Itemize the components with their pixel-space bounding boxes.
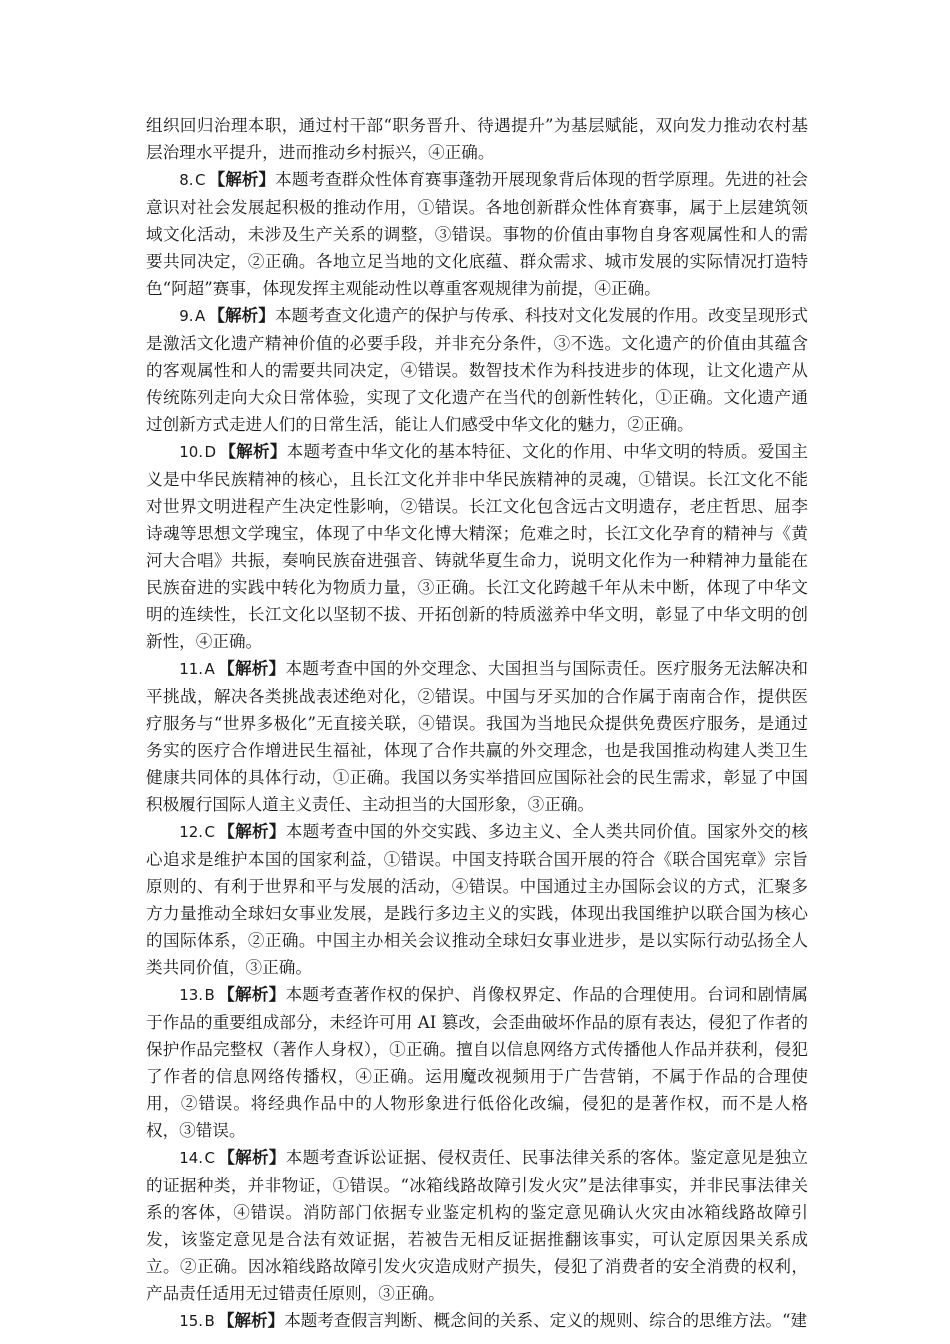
answer-letter: B [204,1312,215,1330]
continuation-text: 组织回归治理本职，通过村干部“职务晋升、待遇提升”为基层赋能，双向发力推动农村基层治理水平提升，进而推动乡村振兴，④正确。 [146,116,808,162]
analysis-tag: 【解析】 [217,984,286,1004]
explanation-item-9 [146,302,808,438]
analysis-tag: 【解析】 [218,1147,286,1167]
analysis-tag: 【解析】 [218,821,286,841]
explanation-text: 本题考查中华文化的基本特征、文化的作用、中华文明的特质。爱国主义是中华民族精神的核心，且长江文化并非中华民族精神的灵魂，①错误。长江文化不能对世界文明进程产生决定性影响，②错误。长江文化包含远古文明遗存，老庄哲思、屈李诗魂等思想文学瑰宝，体现了中华文化博大精深；危难之时，长江文化孕育的精神与《黄河大合唱》共振，奏响民族奋进强音、铸就华夏生命力，说明文化作为一种精神力量能在民族奋进的实践中转化为物质力量，③正确。长江文化跨越千年从未中断，体现了中华文明的连续性，长江文化以坚韧不拔、开拓创新的特质滋养中华文明，彰显了中华文明的创新性，④正确。 [146,442,809,651]
explanation-item-10 [146,438,808,655]
question-number: 8. [179,171,194,189]
analysis-tag: 【解析】 [208,305,275,325]
explanation-item-12 [146,818,808,981]
answer-letter: C [204,823,216,841]
answer-explanations [146,112,808,1335]
analysis-tag: 【解析】 [208,169,276,189]
answer-letter: D [204,443,217,461]
question-number: 12. [179,823,204,841]
explanation-item-14 [146,1144,808,1307]
analysis-tag: 【解析】 [217,1310,285,1330]
explanation-item-13 [146,981,808,1144]
analysis-tag: 【解析】 [219,441,287,461]
analysis-tag: 【解析】 [217,658,286,678]
answer-letter: C [204,1149,216,1167]
explanation-item-8 [146,166,808,302]
question-number: 10. [179,443,204,461]
explanation-text: 本题考查诉讼证据、侵权责任、民事法律关系的客体。鉴定意见是独立的证据种类，并非物证，①错误。“冰箱线路故障引发火灾”是法律事实，并非民事法律关系的客体，④错误。消防部门依据专业鉴定机构的鉴定意见确认火灾由冰箱线路故障引发，该鉴定意见是合法有效证据，若被告无相反证据推翻该事实，可认定原因果关系成立。②正确。因冰箱线路故障引发火灾造成财产损失，侵犯了消费者的安全消费的权利，产品责任适用无过错责任原则，③正确。 [146,1148,808,1303]
explanation-text: 本题考查假言判断、概念间的关系、定义的规则、综合的思维方法。“建 [284,1311,808,1330]
answer-letter: B [204,986,215,1004]
explanation-text: 本题考查中国的外交理念、大国担当与国际责任。医疗服务无法解决和平挑战，解决各类挑战表述绝对化，②错误。中国与牙买加的合作属于南南合作，提供医疗服务与“世界多极化”无直接关联，④错误。我国为当地民众提供免费医疗服务，是通过务实的医疗合作增进民生福祉，体现了合作共赢的外交理念，也是我国推动构建人类卫生健康共同体的具体行动，①正确。我国以务实举措回应国际社会的民生需求，彰显了中国积极履行国际人道主义责任、主动担当的大国形象，③正确。 [146,659,808,814]
question-number: 14. [179,1149,204,1167]
answer-letter: A [195,307,206,325]
explanation-text: 本题考查文化遗产的保护与传承、科技对文化发展的作用。改变呈现形式是激活文化遗产精神价值的必要手段，并非充分条件，③不选。文化遗产的价值由其蕴含的客观属性和人的需要共同决定，④错误。数智技术作为科技进步的体现，让文化遗产从传统陈列走向大众日常体验，实现了文化遗产在当代的创新性转化，①正确。文化遗产通过创新方式走进人们的日常生活，能让人们感受中华文化的魅力，②正确。 [146,306,808,434]
question-number: 9. [179,307,194,325]
explanation-text: 本题考查中国的外交实践、多边主义、全人类共同价值。国家外交的核心追求是维护本国的国家利益，①错误。中国支持联合国开展的符合《联合国宪章》宗旨原则的、有利于世界和平与发展的活动，④错误。中国通过主办国际会议的方式，汇聚多方力量推动全球妇女事业发展，是践行多边主义的实践，体现出我国维护以联合国为核心的国际体系，②正确。中国主办相关会议推动全球妇女事业进步，是以实际行动弘扬全人类共同价值，③正确。 [146,822,808,977]
answer-letter: C [195,171,206,189]
question-number: 11. [179,660,204,678]
question-number: 15. [179,1312,204,1330]
explanation-item-15 [146,1307,808,1335]
explanation-text: 本题考查群众性体育赛事蓬勃开展现象背后体现的哲学原理。先进的社会意识对社会发展起积极的推动作用，①错误。各地创新群众性体育赛事，属于上层建筑领域文化活动，未涉及生产关系的调整，③错误。事物的价值由事物自身客观属性和人的需要共同决定，②正确。各地立足当地的文化底蕴、群众需求、城市发展的实际情况打造特色“阿超”赛事，体现发挥主观能动性以尊重客观规律为前提，④正确。 [146,170,809,298]
answer-letter: A [204,660,215,678]
continuation-paragraph [146,112,808,166]
explanation-text: 本题考查著作权的保护、肖像权界定、作品的合理使用。台词和剧情属于作品的重要组成部分，未经许可用 AI 篡改，会歪曲破坏作品的原有表达，侵犯了作者的保护作品完整权（著作人身权），①正确。擅自以信息网络方式传播他人作品并获利，侵犯了作者的信息网络传播权，④正确。运用魔改视频用于广告营销，不属于作品的合理使用，②错误。将经典作品中的人物形象进行低俗化改编，侵犯的是著作权，而不是人格权，③错误。 [146,985,809,1140]
question-number: 13. [179,986,204,1004]
explanation-item-11 [146,655,808,818]
